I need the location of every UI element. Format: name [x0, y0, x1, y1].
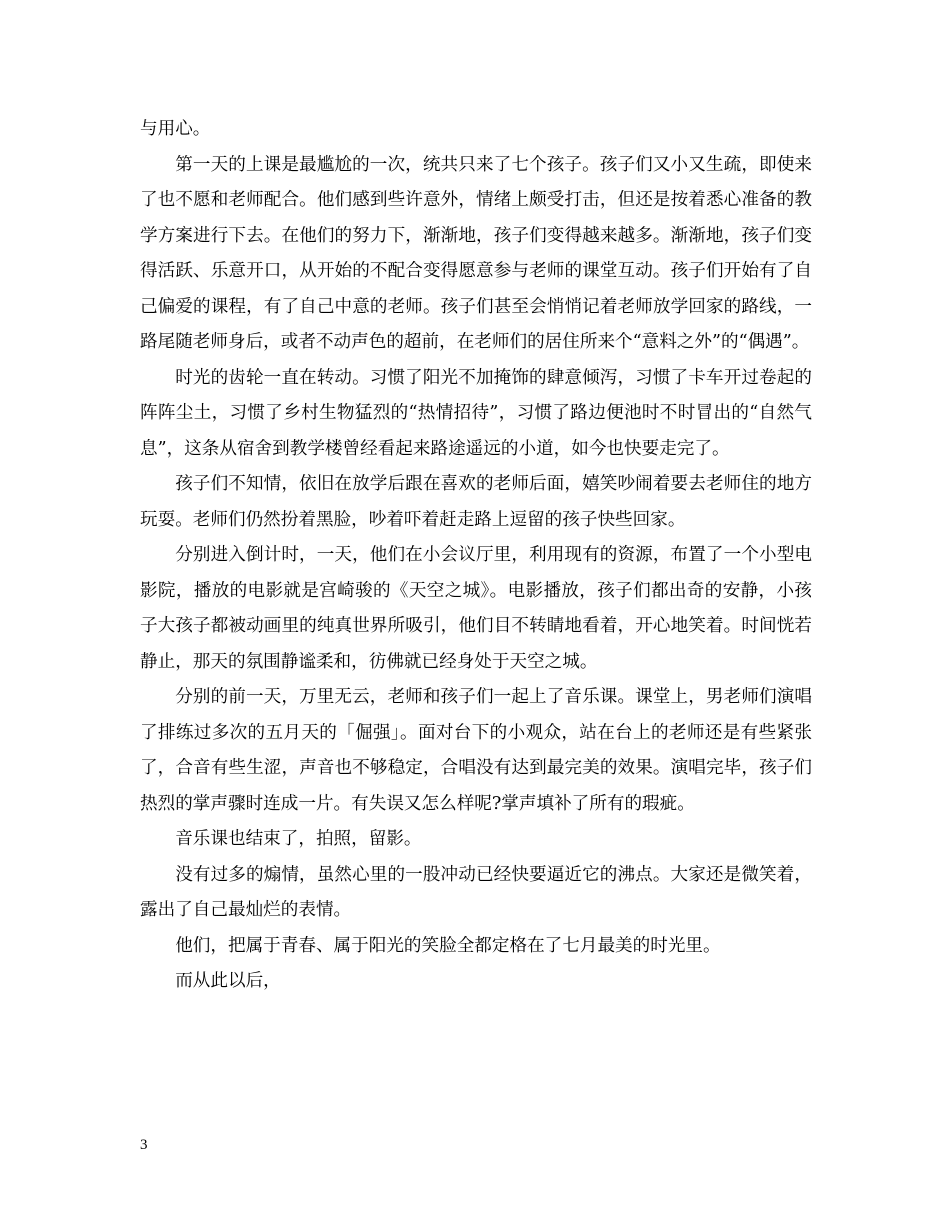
document-body: [140, 112, 812, 1000]
paragraph-10: 而从此以后，: [175, 971, 281, 991]
paragraph-4: 孩子们不知情，依旧在放学后跟在喜欢的老师后面，嬉笑吵闹着要去老师住的地方玩耍。老师们仍然扮着黑脸，吵着吓着赶走路上逗留的孩子快些回家。: [140, 474, 812, 530]
paragraph-2: 第一天的上课是最尴尬的一次，统共只来了七个孩子。孩子们又小又生疏，即使来了也不愿和老师配合。他们感到些许意外，情绪上颇受打击，但还是按着悉心准备的教学方案进行下去。在他们的努力下，渐渐地，孩子们变得越来越多。渐渐地，孩子们变得活跃、乐意开口，从开始的不配合变得愿意参与老师的课堂互动。孩子们开始有了自己偏爱的课程，有了自己中意的老师。孩子们甚至会悄悄记着老师放学回家的路线，一路尾随老师身后，或者不动声色的超前，在老师们的居住所来个“意料之外”的“偶遇”。: [140, 154, 812, 352]
paragraph-1: 与用心。: [140, 119, 211, 139]
page-number: 3: [140, 1137, 148, 1153]
paragraph-5: 分别进入倒计时，一天，他们在小会议厅里，利用现有的资源，布置了一个小型电影院，播放的电影就是宫崎骏的《天空之城》。电影播放，孩子们都出奇的安静，小孩子大孩子都被动画里的纯真世界所吸引，他们目不转睛地看着，开心地笑着。时间恍若静止，那天的氛围静谧柔和，彷佛就已经身处于天空之城。: [140, 545, 812, 672]
paragraph-9: 他们，把属于青春、属于阳光的笑脸全都定格在了七月最美的时光里。: [175, 935, 721, 956]
paragraph-3: 时光的齿轮一直在转动。习惯了阳光不加掩饰的肆意倾泻，习惯了卡车开过卷起的阵阵尘土，习惯了乡村生物猛烈的“热情招待”，习惯了路边便池时不时冒出的“自然气息”，这条从宿舍到教学楼曾经看起来路途遥远的小道，如今也快要走完了。: [140, 367, 812, 459]
paragraph-8: 没有过多的煽情，虽然心里的一股冲动已经快要逼近它的沸点。大家还是微笑着，露出了自己最灿烂的表情。: [140, 864, 812, 920]
paragraph-7: 音乐课也结束了，拍照，留影。: [175, 829, 422, 849]
paragraph-6: 分别的前一天，万里无云，老师和孩子们一起上了音乐课。课堂上，男老师们演唱了排练过多次的五月天的「倔强」。面对台下的小观众，站在台上的老师还是有些紧张了，合音有些生涩，声音也不够稳定，合唱没有达到最完美的效果。演唱完毕，孩子们热烈的掌声骤时连成一片。有失误又怎么样呢?掌声填补了所有的瑕疵。: [140, 687, 812, 814]
